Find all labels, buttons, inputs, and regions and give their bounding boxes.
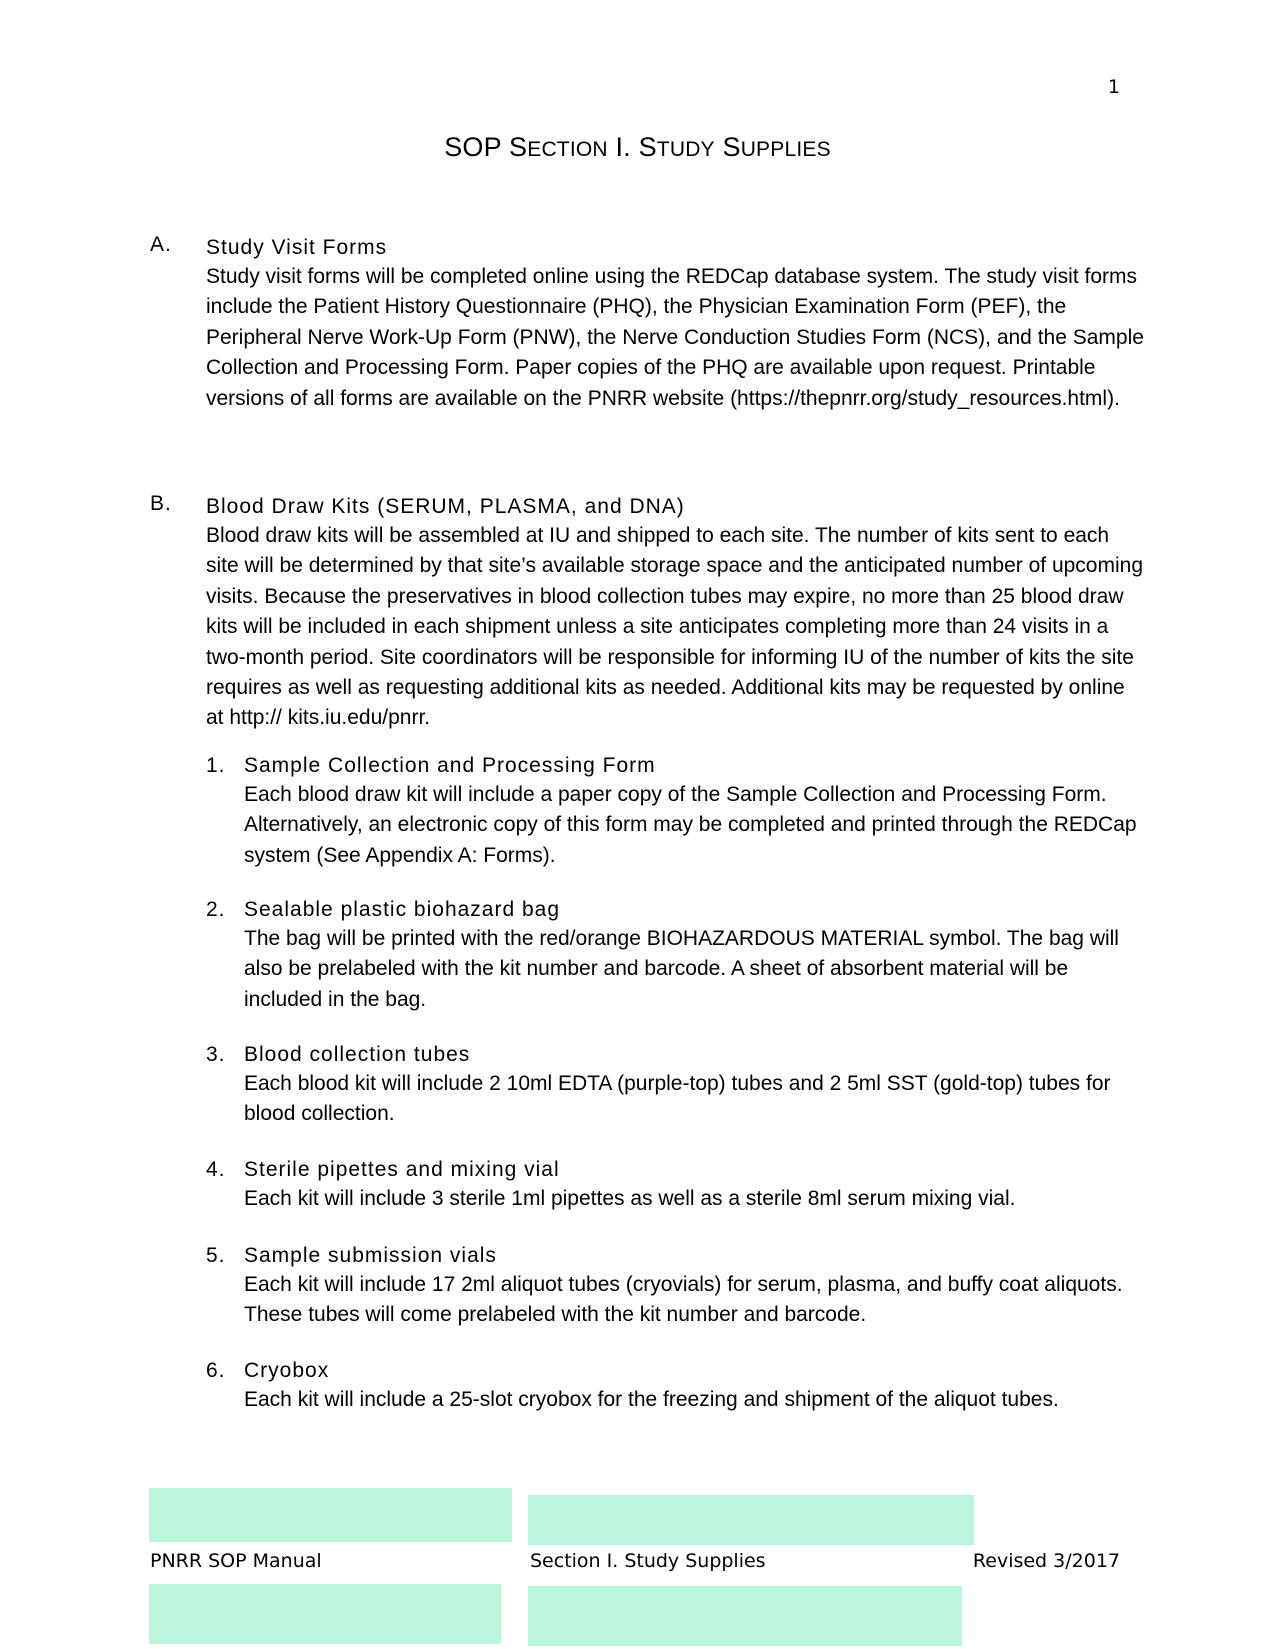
list-item-heading: Blood collection tubes (244, 1043, 471, 1066)
list-item (206, 1155, 1156, 1214)
list-item-number: 5. (206, 1244, 226, 1267)
footer-highlight-block (528, 1586, 962, 1646)
title-small-caps-1: ECTION (527, 138, 608, 161)
section-heading: Study Visit Forms (206, 236, 388, 259)
footer-right: Revised 3/2017 (972, 1550, 1120, 1572)
section-letter: B. (150, 492, 172, 515)
list-item-body: Each blood kit will include 2 10ml EDTA (purple-top) tubes and 2 5ml SST (gold-top) tubes for blood collection. (244, 1072, 1111, 1126)
page-number: 1 (1107, 76, 1120, 98)
list-item (206, 1040, 1156, 1130)
section-body: Blood draw kits will be assembled at IU and shipped to each site. The number of kits sent to each site will be determined by that site’s available storage space and the anticipated number of upcoming visits. Because the preservatives in blood collection tubes may expire, no more than 25 blood draw kits will be included in each shipment unless a site anticipates completing more than 24 visits in a two-month period. Site coordinators will be responsible for informing IU of the number of kits the site requires as well as requesting additional kits as needed. Additional kits may be requested by online at http:// kits.iu.edu/pnrr. (206, 524, 1144, 730)
list-item (206, 1241, 1156, 1331)
section-body: Study visit forms will be completed online using the REDCap database system. The study visit forms include the Patient History Questionnaire (PHQ), the Physician Examination Form (PEF), the Peripheral Nerve Work-Up Form (PNW), the Nerve Conduction Studies Form (NCS), and the Sample Collection and Processing Form. Paper copies of the PHQ are available upon request. Printable versions of all forms are available on the PNRR website (https://thepnrr.org/study_resources.html). (206, 265, 1144, 410)
list-item-number: 4. (206, 1158, 226, 1181)
page-title (0, 132, 1275, 163)
list-item-number: 1. (206, 754, 226, 777)
list-item-heading: Sterile pipettes and mixing vial (244, 1158, 560, 1181)
section-letter: A. (150, 233, 172, 256)
title-mid-2: S (714, 132, 741, 162)
section-a (150, 233, 1150, 414)
list-item-number: 2. (206, 898, 226, 921)
list-item (206, 751, 1156, 871)
footer-center: Section I. Study Supplies (530, 1550, 766, 1572)
list-item-number: 3. (206, 1043, 226, 1066)
list-item-body: Each kit will include 3 sterile 1ml pipettes as well as a sterile 8ml serum mixing vial. (244, 1187, 1016, 1210)
footer-highlight-block (149, 1584, 501, 1644)
list-item-heading: Sealable plastic biohazard bag (244, 898, 561, 921)
list-item (206, 1356, 1156, 1415)
footer-left: PNRR SOP Manual (150, 1550, 322, 1572)
list-item-body: Each blood draw kit will include a paper copy of the Sample Collection and Processing Form. Alternatively, an electronic copy of this form may be completed and printed through the REDCap system (See Appendix A: Forms). (244, 783, 1137, 867)
title-small-caps-3: UPPLIES (740, 138, 831, 161)
footer-highlight-block (528, 1495, 974, 1545)
title-prefix: SOP S (444, 132, 528, 162)
list-item-body: Each kit will include a 25-slot cryobox for the freezing and shipment of the aliquot tubes. (244, 1388, 1059, 1411)
list-item (206, 895, 1156, 1015)
list-item-heading: Cryobox (244, 1359, 330, 1382)
list-item-number: 6. (206, 1359, 226, 1382)
section-b (150, 492, 1150, 734)
section-heading: Blood Draw Kits (SERUM, PLASMA, and DNA) (206, 495, 685, 518)
list-item-body: Each kit will include 17 2ml aliquot tubes (cryovials) for serum, plasma, and buffy coat aliquots. These tubes will come prelabeled with the kit number and barcode. (244, 1273, 1123, 1327)
footer-highlight-block (149, 1488, 512, 1542)
title-small-caps-2: TUDY (656, 138, 715, 161)
list-item-heading: Sample submission vials (244, 1244, 497, 1267)
list-item-body: The bag will be printed with the red/orange BIOHAZARDOUS MATERIAL symbol. The bag will also be prelabeled with the kit number and barcode. A sheet of absorbent material will be included in the bag. (244, 927, 1119, 1011)
list-item-heading: Sample Collection and Processing Form (244, 754, 656, 777)
title-mid: I. S (607, 132, 657, 162)
